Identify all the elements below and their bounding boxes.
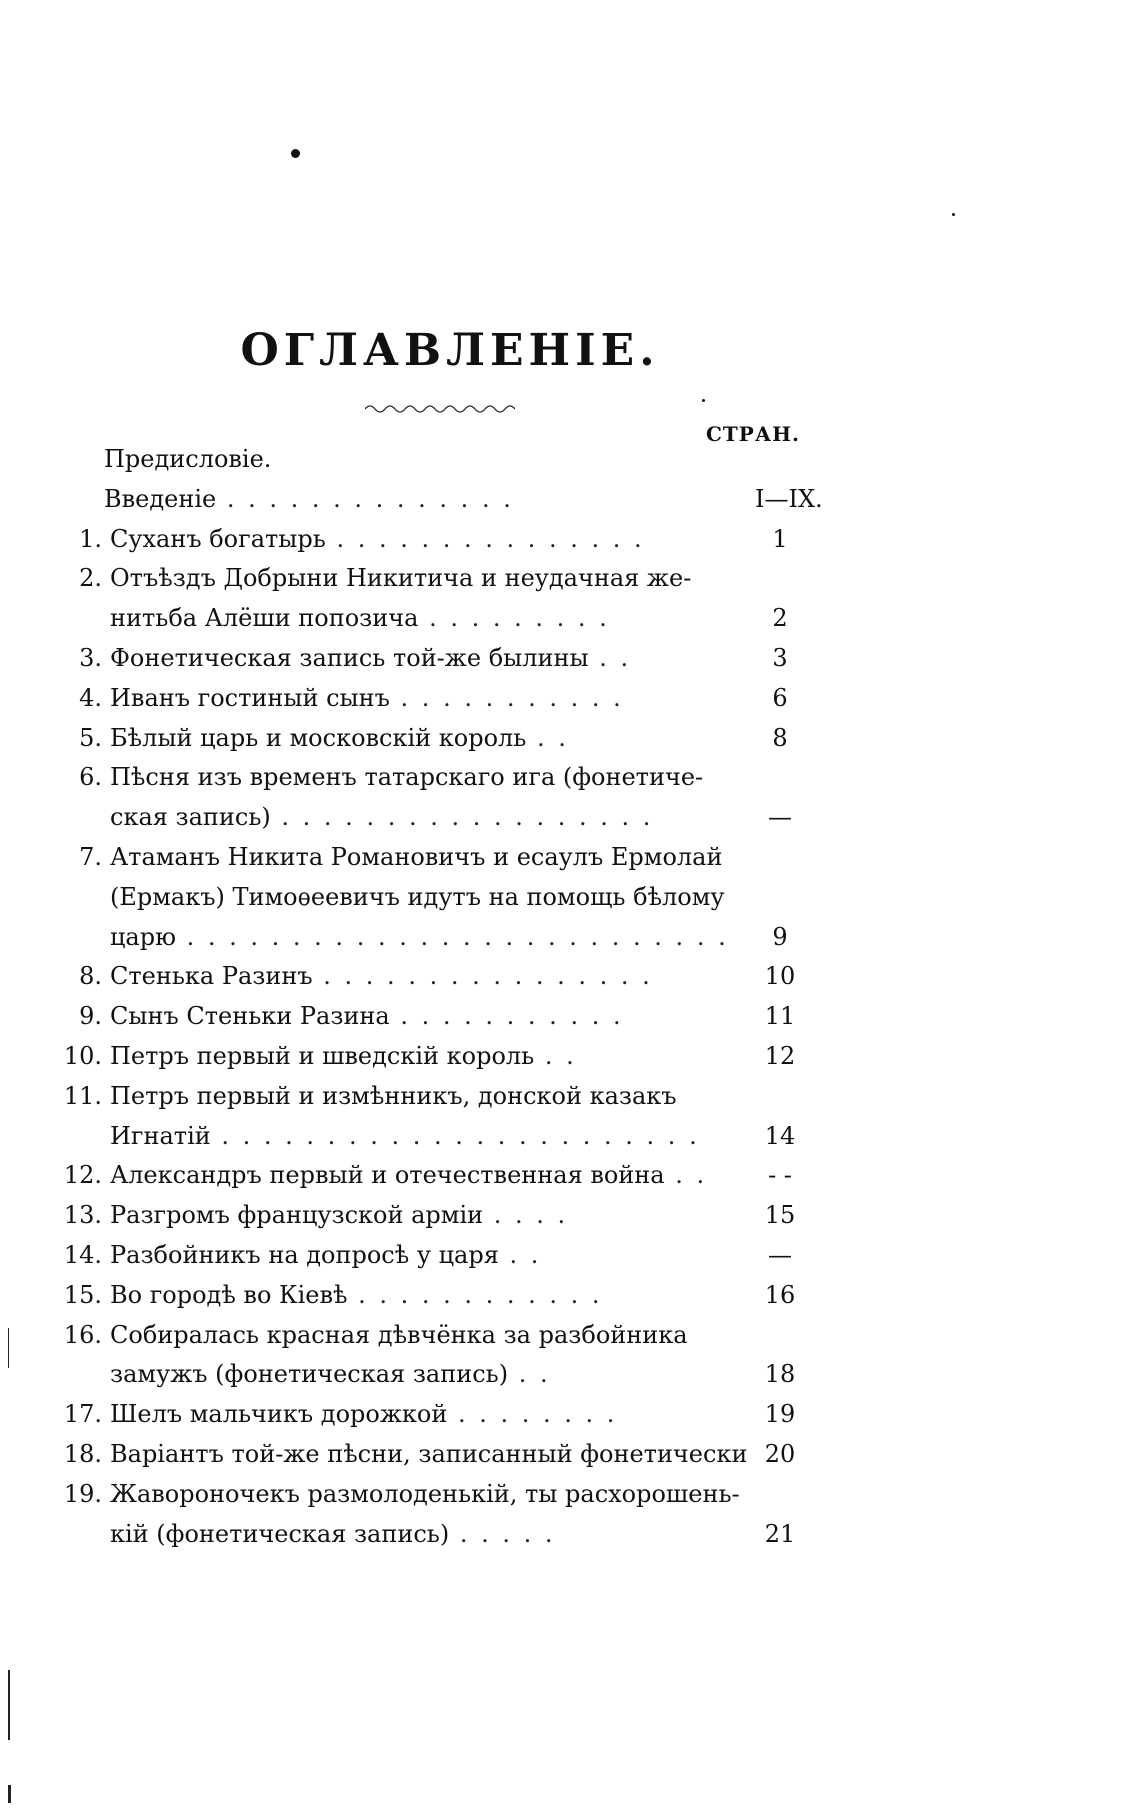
toc-entry-title: замужъ (фонетическая запись) . . — [110, 1360, 551, 1389]
toc-entry-title: Петръ первый и шведскій король . . — [110, 1041, 577, 1070]
dot-leader: . . . . . . . . . . . . . . . — [325, 524, 645, 553]
toc-entry-title: Фонетическая запись той-же былины . . — [110, 643, 632, 672]
title-ornament — [365, 402, 515, 416]
toc-entry-number: 17. — [63, 1400, 102, 1429]
scan-edge-mark — [8, 1670, 10, 1740]
toc-entry-number: 16. — [63, 1320, 102, 1349]
scan-edge-mark — [8, 1785, 11, 1803]
toc-entry — [40, 918, 805, 958]
toc-entry-page: 21 — [764, 1519, 796, 1548]
toc-entry-page: 20 — [764, 1439, 796, 1468]
toc-entry-page: — — [768, 803, 792, 832]
toc-entry-title: Иванъ гостиный сынъ . . . . . . . . . . . — [110, 683, 624, 712]
toc-entry — [40, 1475, 805, 1515]
toc-entry-title: Стенька Разинъ . . . . . . . . . . . . . . . . — [110, 962, 653, 991]
toc-entry — [40, 1316, 805, 1356]
toc-entry-number: 14. — [63, 1240, 102, 1269]
toc-entry-number: 1. — [79, 524, 102, 553]
toc-entry — [40, 1355, 805, 1395]
toc-entry-title: Бѣлый царь и московскій король . . — [110, 723, 569, 752]
toc-entry — [40, 639, 805, 679]
dot-leader: . . — [526, 723, 569, 752]
toc-entry-title: Шелъ мальчикъ дорожкой . . . . . . . . — [110, 1400, 618, 1429]
toc-entry-title: Отъѣздъ Добрыни Никитича и неудачная же- — [110, 564, 692, 593]
toc-entry-number: 5. — [79, 723, 102, 752]
dot-leader: . . . . . . . . . . . . . . . . . . . . . . . — [210, 1121, 700, 1150]
dot-leader: . . — [498, 1240, 542, 1269]
toc-entry — [40, 1117, 805, 1157]
toc-entry-title: Сынъ Стеньки Разина . . . . . . . . . . . — [110, 1002, 624, 1031]
toc-entry — [40, 440, 805, 480]
print-speck — [702, 399, 705, 402]
toc-entry — [40, 758, 805, 798]
toc-entry — [40, 1236, 805, 1276]
toc-entry — [40, 1156, 805, 1196]
toc-entry-page: 18 — [764, 1360, 796, 1389]
dot-leader: . . — [508, 1360, 551, 1389]
dot-leader: . . . . . . . . . . . — [389, 683, 624, 712]
toc-entry-number: 8. — [79, 962, 102, 991]
toc-entry-page: 16 — [764, 1280, 796, 1309]
print-speck — [291, 149, 300, 158]
toc-entry-page: 10 — [764, 962, 796, 991]
toc-entry-title: царю . . . . . . . . . . . . . . . . . . . . . . . . . . — [110, 922, 729, 951]
toc-entry — [40, 1276, 805, 1316]
toc-entry-page: 1 — [772, 524, 788, 553]
toc-entry — [40, 559, 805, 599]
table-of-contents — [40, 440, 823, 1554]
dot-leader: . . . . . — [449, 1519, 556, 1548]
toc-entry-page: 9 — [772, 922, 788, 951]
toc-entry-page: 8 — [772, 723, 788, 752]
toc-entry-title: (Ермакъ) Тимоѳеевичъ идутъ на помощь бѣлому — [110, 882, 725, 911]
scan-edge-mark — [8, 1328, 9, 1368]
dot-leader: . . . . . . . . . — [418, 604, 610, 633]
toc-entry — [40, 520, 805, 560]
toc-entry-page: 15 — [764, 1201, 796, 1230]
page-column-label: СТРАН. — [706, 422, 800, 446]
toc-entry-page: 3 — [772, 643, 788, 672]
dot-leader: . . — [664, 1161, 708, 1190]
toc-entry-title: Во городѣ во Кіевѣ . . . . . . . . . . . . — [110, 1280, 603, 1309]
toc-entry — [40, 1196, 805, 1236]
toc-entry-number: 19. — [63, 1479, 102, 1508]
toc-entry-page: — — [768, 1240, 792, 1269]
toc-entry — [40, 719, 805, 759]
toc-entry-page: 19 — [764, 1400, 796, 1429]
toc-entry — [40, 1395, 805, 1435]
dot-leader: . . . . — [483, 1201, 569, 1230]
toc-entry-title: кій (фонетическая запись) . . . . . — [110, 1519, 556, 1548]
toc-entry-number: 2. — [79, 564, 102, 593]
toc-entry — [40, 1515, 805, 1555]
toc-entry — [40, 957, 805, 997]
dot-leader: . . . . . . . . . . . . . . . . . . — [270, 803, 654, 832]
dot-leader: . . . . . . . . . . . — [389, 1002, 624, 1031]
toc-entry-page: 12 — [764, 1041, 796, 1070]
toc-entry — [40, 997, 805, 1037]
toc-entry-title: Петръ первый и измѣнникъ, донской казакъ — [110, 1081, 677, 1110]
toc-entry — [40, 679, 805, 719]
toc-entry — [40, 878, 805, 918]
toc-entry-number: 4. — [79, 683, 102, 712]
toc-entry-title: Жавороночекъ размолоденькій, ты расхорошень- — [110, 1479, 740, 1508]
toc-entry-title: Атаманъ Никита Романовичъ и есаулъ Ермолай — [110, 842, 723, 871]
toc-entry-title: Собиралась красная дѣвчёнка за разбойника — [110, 1320, 688, 1349]
toc-entry — [40, 1077, 805, 1117]
toc-entry-title: ская запись) . . . . . . . . . . . . . . . . . . — [110, 803, 654, 832]
print-speck — [952, 213, 955, 216]
toc-entry-title: нитьба Алёши попозича . . . . . . . . . — [110, 604, 610, 633]
dot-leader: . . . . . . . . . . . . — [347, 1280, 603, 1309]
toc-entry-number: 6. — [79, 763, 102, 792]
toc-entry-title: Александръ первый и отечественная война . . — [110, 1161, 708, 1190]
dot-leader: . . . . . . . . . . . . . . . . . . . . . . . . . . — [176, 922, 729, 951]
toc-entry-number: 7. — [79, 842, 102, 871]
dot-leader: . . — [588, 643, 632, 672]
toc-entry-page: 14 — [764, 1121, 796, 1150]
toc-entry-title: Суханъ богатырь . . . . . . . . . . . . . . . — [110, 524, 645, 553]
toc-entry-title: Разгромъ французской арміи . . . . — [110, 1201, 569, 1230]
toc-entry-page: - - — [768, 1161, 792, 1190]
dot-leader: . . . . . . . . . . . . . . . . — [312, 962, 653, 991]
dot-leader: . . . . . . . . — [447, 1400, 618, 1429]
toc-entry — [40, 1435, 805, 1475]
toc-entry-number: 11. — [63, 1081, 102, 1110]
toc-entry-page: 2 — [772, 604, 788, 633]
toc-entry-title: Введеніе . . . . . . . . . . . . . . — [104, 484, 514, 513]
toc-entry — [40, 599, 805, 639]
toc-entry-page: 6 — [772, 683, 788, 712]
page-title: ОГЛАВЛЕНІЕ. — [240, 325, 660, 376]
toc-entry-number: 12. — [63, 1161, 102, 1190]
dot-leader: . . . . . . . . . . . . . . — [216, 484, 514, 513]
toc-entry-number: 9. — [79, 1002, 102, 1031]
toc-entry-title: Пѣсня изъ временъ татарскаго ига (фонетиче- — [110, 763, 704, 792]
toc-entry-number: 13. — [63, 1201, 102, 1230]
toc-entry — [40, 1037, 805, 1077]
toc-entry-page: I—IX. — [755, 484, 823, 513]
toc-entry-title: Предисловіе. — [104, 445, 272, 473]
toc-entry-page: 11 — [764, 1002, 796, 1031]
toc-entry-number: 10. — [63, 1041, 102, 1070]
toc-entry-title: Разбойникъ на допросѣ у царя . . — [110, 1240, 542, 1269]
dot-leader: . . — [534, 1041, 577, 1070]
toc-entry-number: 3. — [79, 643, 102, 672]
toc-entry — [40, 798, 805, 838]
toc-entry-number: 15. — [63, 1280, 102, 1309]
toc-entry-title: Игнатій . . . . . . . . . . . . . . . . . . . . . . . — [110, 1121, 700, 1150]
toc-entry-number: 18. — [63, 1439, 102, 1468]
toc-entry — [40, 838, 805, 878]
toc-entry-title: Варіантъ той-же пѣсни, записанный фонетически — [110, 1439, 748, 1468]
toc-entry — [40, 480, 823, 520]
